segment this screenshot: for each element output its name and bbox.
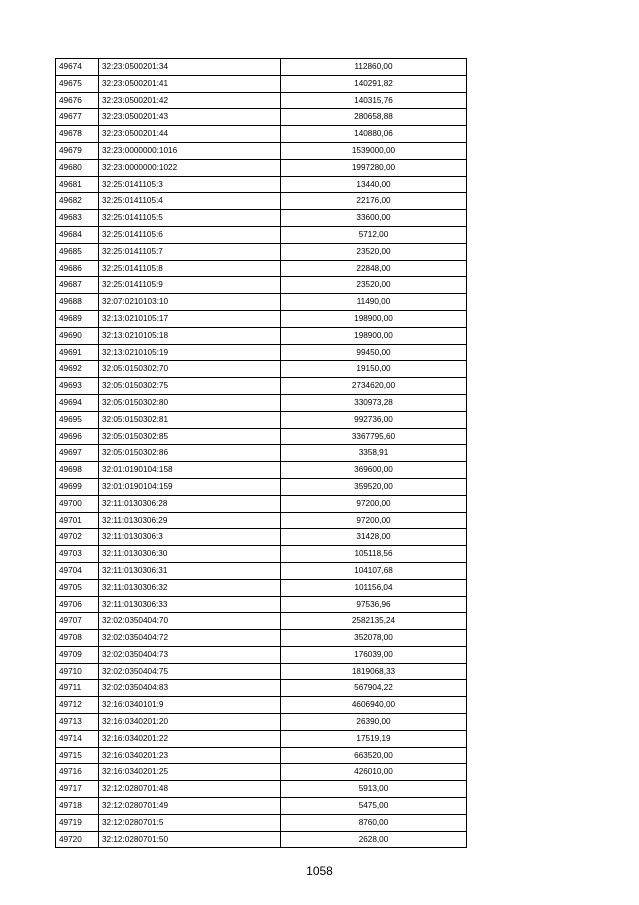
table-row	[56, 462, 467, 479]
cadastral-number-cell: 32:05:0150302:75	[99, 378, 281, 395]
cadastral-number-cell: 32:12:0280701:48	[99, 781, 281, 798]
value-cell: 5712,00	[281, 226, 467, 243]
row-number-cell: 49710	[56, 663, 99, 680]
table-row	[56, 277, 467, 294]
row-number-cell: 49675	[56, 75, 99, 92]
value-cell: 31428,00	[281, 529, 467, 546]
data-table	[55, 58, 467, 848]
value-cell: 663520,00	[281, 747, 467, 764]
table-row	[56, 714, 467, 731]
row-number-cell: 49704	[56, 562, 99, 579]
cadastral-number-cell: 32:23:0500201:42	[99, 92, 281, 109]
cadastral-number-cell: 32:11:0130306:3	[99, 529, 281, 546]
row-number-cell: 49685	[56, 243, 99, 260]
row-number-cell: 49700	[56, 495, 99, 512]
table-row	[56, 411, 467, 428]
value-cell: 2628,00	[281, 831, 467, 848]
value-cell: 26390,00	[281, 714, 467, 731]
table-row	[56, 445, 467, 462]
table-row	[56, 378, 467, 395]
value-cell: 22176,00	[281, 193, 467, 210]
cadastral-number-cell: 32:05:0150302:70	[99, 361, 281, 378]
value-cell: 3367795,60	[281, 428, 467, 445]
table-row	[56, 613, 467, 630]
table-row	[56, 478, 467, 495]
table-row	[56, 646, 467, 663]
cadastral-number-cell: 32:12:0280701:49	[99, 798, 281, 815]
table-row	[56, 697, 467, 714]
cadastral-number-cell: 32:16:0340201:23	[99, 747, 281, 764]
table-row	[56, 579, 467, 596]
table-row	[56, 495, 467, 512]
row-number-cell: 49694	[56, 394, 99, 411]
table-row	[56, 327, 467, 344]
row-number-cell: 49712	[56, 697, 99, 714]
value-cell: 104107,68	[281, 562, 467, 579]
row-number-cell: 49713	[56, 714, 99, 731]
cadastral-number-cell: 32:05:0150302:81	[99, 411, 281, 428]
row-number-cell: 49696	[56, 428, 99, 445]
value-cell: 280658,88	[281, 109, 467, 126]
row-number-cell: 49688	[56, 294, 99, 311]
value-cell: 567904,22	[281, 680, 467, 697]
value-cell: 359520,00	[281, 478, 467, 495]
value-cell: 11490,00	[281, 294, 467, 311]
row-number-cell: 49702	[56, 529, 99, 546]
row-number-cell: 49716	[56, 764, 99, 781]
row-number-cell: 49681	[56, 176, 99, 193]
value-cell: 5913,00	[281, 781, 467, 798]
table-row	[56, 126, 467, 143]
table-row	[56, 730, 467, 747]
table-row	[56, 109, 467, 126]
cadastral-number-cell: 32:25:0141105:6	[99, 226, 281, 243]
table-row	[56, 529, 467, 546]
table-row	[56, 814, 467, 831]
value-cell: 140291,82	[281, 75, 467, 92]
value-cell: 140315,76	[281, 92, 467, 109]
value-cell: 992736,00	[281, 411, 467, 428]
page-number: 1058	[306, 864, 333, 878]
row-number-cell: 49711	[56, 680, 99, 697]
row-number-cell: 49674	[56, 59, 99, 76]
table-row	[56, 176, 467, 193]
row-number-cell: 49717	[56, 781, 99, 798]
value-cell: 330973,28	[281, 394, 467, 411]
cadastral-number-cell: 32:02:0350404:70	[99, 613, 281, 630]
row-number-cell: 49714	[56, 730, 99, 747]
row-number-cell: 49677	[56, 109, 99, 126]
value-cell: 5475,00	[281, 798, 467, 815]
table-row	[56, 361, 467, 378]
value-cell: 352078,00	[281, 630, 467, 647]
row-number-cell: 49720	[56, 831, 99, 848]
table-row	[56, 159, 467, 176]
value-cell: 1819068,33	[281, 663, 467, 680]
value-cell: 17519,19	[281, 730, 467, 747]
cadastral-number-cell: 32:02:0350404:72	[99, 630, 281, 647]
row-number-cell: 49699	[56, 478, 99, 495]
row-number-cell: 49676	[56, 92, 99, 109]
row-number-cell: 49709	[56, 646, 99, 663]
value-cell: 99450,00	[281, 344, 467, 361]
table-row	[56, 781, 467, 798]
table-row	[56, 630, 467, 647]
cadastral-number-cell: 32:13:0210105:19	[99, 344, 281, 361]
value-cell: 13440,00	[281, 176, 467, 193]
cadastral-number-cell: 32:12:0280701:50	[99, 831, 281, 848]
row-number-cell: 49682	[56, 193, 99, 210]
cadastral-number-cell: 32:13:0210105:18	[99, 327, 281, 344]
cadastral-number-cell: 32:25:0141105:5	[99, 210, 281, 227]
cadastral-number-cell: 32:23:0000000:1016	[99, 142, 281, 159]
row-number-cell: 49693	[56, 378, 99, 395]
value-cell: 8760,00	[281, 814, 467, 831]
row-number-cell: 49719	[56, 814, 99, 831]
cadastral-number-cell: 32:16:0340201:22	[99, 730, 281, 747]
cadastral-number-cell: 32:16:0340201:20	[99, 714, 281, 731]
table-row	[56, 243, 467, 260]
row-number-cell: 49715	[56, 747, 99, 764]
table-row	[56, 294, 467, 311]
row-number-cell: 49686	[56, 260, 99, 277]
table-row	[56, 546, 467, 563]
table-row	[56, 747, 467, 764]
cadastral-number-cell: 32:11:0130306:28	[99, 495, 281, 512]
cadastral-number-cell: 32:25:0141105:9	[99, 277, 281, 294]
cadastral-number-cell: 32:13:0210105:17	[99, 310, 281, 327]
value-cell: 2582135,24	[281, 613, 467, 630]
cadastral-number-cell: 32:25:0141105:8	[99, 260, 281, 277]
table-row	[56, 260, 467, 277]
table-row	[56, 680, 467, 697]
row-number-cell: 49698	[56, 462, 99, 479]
value-cell: 97200,00	[281, 495, 467, 512]
value-cell: 97536,96	[281, 596, 467, 613]
cadastral-number-cell: 32:16:0340101:9	[99, 697, 281, 714]
value-cell: 369600,00	[281, 462, 467, 479]
table-row	[56, 226, 467, 243]
cadastral-number-cell: 32:23:0500201:34	[99, 59, 281, 76]
cadastral-number-cell: 32:11:0130306:33	[99, 596, 281, 613]
row-number-cell: 49679	[56, 142, 99, 159]
value-cell: 176039,00	[281, 646, 467, 663]
cadastral-number-cell: 32:12:0280701:5	[99, 814, 281, 831]
value-cell: 22848,00	[281, 260, 467, 277]
cadastral-number-cell: 32:02:0350404:73	[99, 646, 281, 663]
row-number-cell: 49691	[56, 344, 99, 361]
cadastral-number-cell: 32:11:0130306:30	[99, 546, 281, 563]
value-cell: 101156,04	[281, 579, 467, 596]
row-number-cell: 49690	[56, 327, 99, 344]
value-cell: 426010,00	[281, 764, 467, 781]
cadastral-number-cell: 32:23:0000000:1022	[99, 159, 281, 176]
row-number-cell: 49695	[56, 411, 99, 428]
cadastral-number-cell: 32:23:0500201:41	[99, 75, 281, 92]
table-row	[56, 344, 467, 361]
cadastral-number-cell: 32:23:0500201:44	[99, 126, 281, 143]
table-row	[56, 512, 467, 529]
value-cell: 2734620,00	[281, 378, 467, 395]
cadastral-number-cell: 32:05:0150302:85	[99, 428, 281, 445]
value-cell: 23520,00	[281, 243, 467, 260]
row-number-cell: 49697	[56, 445, 99, 462]
cadastral-number-cell: 32:05:0150302:80	[99, 394, 281, 411]
table-row	[56, 210, 467, 227]
value-cell: 105118,56	[281, 546, 467, 563]
cadastral-number-cell: 32:16:0340201:25	[99, 764, 281, 781]
value-cell: 198900,00	[281, 310, 467, 327]
cadastral-number-cell: 32:07:0210103:10	[99, 294, 281, 311]
cadastral-number-cell: 32:25:0141105:7	[99, 243, 281, 260]
table-row	[56, 92, 467, 109]
value-cell: 33600,00	[281, 210, 467, 227]
cadastral-number-cell: 32:02:0350404:83	[99, 680, 281, 697]
row-number-cell: 49692	[56, 361, 99, 378]
cadastral-number-cell: 32:25:0141105:4	[99, 193, 281, 210]
table-row	[56, 831, 467, 848]
table-row	[56, 428, 467, 445]
table-row	[56, 193, 467, 210]
table-row	[56, 59, 467, 76]
row-number-cell: 49703	[56, 546, 99, 563]
value-cell: 1997280,00	[281, 159, 467, 176]
value-cell: 140880,06	[281, 126, 467, 143]
cadastral-number-cell: 32:11:0130306:29	[99, 512, 281, 529]
row-number-cell: 49701	[56, 512, 99, 529]
value-cell: 3358,91	[281, 445, 467, 462]
table-row	[56, 394, 467, 411]
row-number-cell: 49687	[56, 277, 99, 294]
row-number-cell: 49707	[56, 613, 99, 630]
row-number-cell: 49706	[56, 596, 99, 613]
row-number-cell: 49708	[56, 630, 99, 647]
row-number-cell: 49718	[56, 798, 99, 815]
value-cell: 19150,00	[281, 361, 467, 378]
table-row	[56, 596, 467, 613]
cadastral-number-cell: 32:05:0150302:86	[99, 445, 281, 462]
value-cell: 97200,00	[281, 512, 467, 529]
table-row	[56, 798, 467, 815]
table-row	[56, 75, 467, 92]
row-number-cell: 49683	[56, 210, 99, 227]
cadastral-number-cell: 32:01:0190104:159	[99, 478, 281, 495]
value-cell: 198900,00	[281, 327, 467, 344]
value-cell: 112860,00	[281, 59, 467, 76]
table-row	[56, 562, 467, 579]
cadastral-number-cell: 32:02:0350404:75	[99, 663, 281, 680]
row-number-cell: 49684	[56, 226, 99, 243]
table-row	[56, 663, 467, 680]
cadastral-number-cell: 32:01:0190104:158	[99, 462, 281, 479]
table-row	[56, 142, 467, 159]
cadastral-number-cell: 32:25:0141105:3	[99, 176, 281, 193]
table-row	[56, 764, 467, 781]
row-number-cell: 49705	[56, 579, 99, 596]
cadastral-number-cell: 32:11:0130306:32	[99, 579, 281, 596]
table-row	[56, 310, 467, 327]
cadastral-number-cell: 32:11:0130306:31	[99, 562, 281, 579]
row-number-cell: 49689	[56, 310, 99, 327]
value-cell: 1539000,00	[281, 142, 467, 159]
value-cell: 23520,00	[281, 277, 467, 294]
row-number-cell: 49678	[56, 126, 99, 143]
value-cell: 4606940,00	[281, 697, 467, 714]
table-body	[56, 59, 467, 848]
cadastral-number-cell: 32:23:0500201:43	[99, 109, 281, 126]
row-number-cell: 49680	[56, 159, 99, 176]
